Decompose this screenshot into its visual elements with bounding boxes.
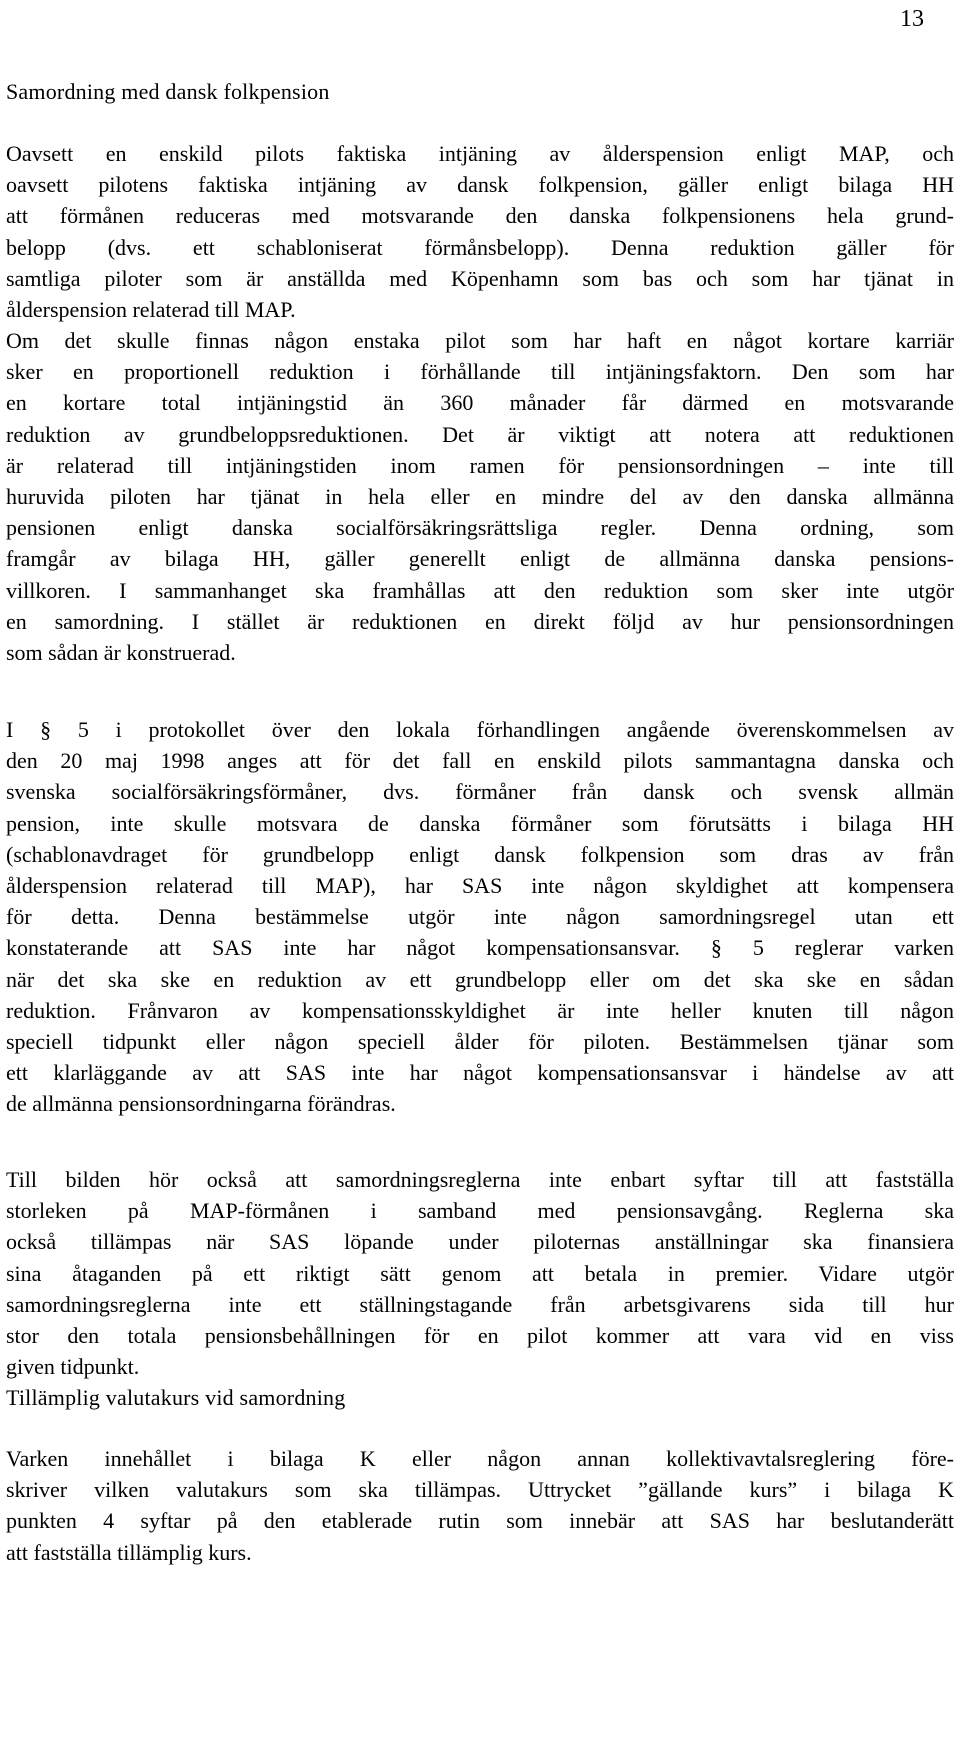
paragraph-line: Varken innehållet i bilaga K eller någon annan kollektivavtalsreglering före-	[6, 1446, 954, 1471]
paragraph-line: också tillämpas när SAS löpande under piloternas anställningar ska finansiera	[6, 1229, 954, 1255]
paragraph-line: belopp (dvs. ett schabloniserat förmånsbelopp). Denna reduktion gäller för	[6, 234, 954, 260]
paragraph-line: pensionen enligt danska socialförsäkringsrättsliga regler. Denna ordning, som	[6, 515, 954, 541]
paragraph-1	[6, 138, 954, 325]
paragraph-line: sker en proportionell reduktion i förhållande till intjäningsfaktorn. Den som har	[6, 359, 954, 385]
paragraph-line: stor den totala pensionsbehållningen för en pilot kommer att vara vid en viss	[6, 1323, 954, 1349]
paragraph-line: (schablonavdraget för grundbelopp enligt dansk folkpension som dras av från	[6, 841, 954, 867]
section-heading-folkpension: Samordning med dansk folkpension	[6, 79, 330, 104]
paragraph-line: Om det skulle finnas någon enstaka pilot som har haft en något kortare karriär	[6, 328, 954, 353]
section-heading-valutakurs: Tillämplig valutakurs vid samordning	[6, 1385, 346, 1410]
paragraph-line: huruvida piloten har tjänat in hela eller en mindre del av den danska allmänna	[6, 484, 954, 510]
paragraph-line: för detta. Denna bestämmelse utgör inte någon samordningsregel utan ett	[6, 904, 954, 930]
paragraph-line: I § 5 i protokollet över den lokala förhandlingen angående överenskommelsen av	[6, 717, 954, 742]
paragraph-line: svenska socialförsäkringsförmåner, dvs. förmåner från dansk och svensk allmän	[6, 779, 954, 805]
paragraph-line: ålderspension relaterad till MAP), har SAS inte någon skyldighet att kompensera	[6, 873, 954, 899]
paragraph-line: en samordning. I stället är reduktionen en direkt följd av hur pensionsordningen	[6, 608, 954, 634]
paragraph-line: som sådan är konstruerad.	[6, 640, 236, 666]
paragraph-line: reduktion av grundbeloppsreduktionen. Det är viktigt att notera att reduktionen	[6, 421, 954, 447]
paragraph-line: att förmånen reduceras med motsvarande den danska folkpensionens hela grund-	[6, 203, 954, 229]
paragraph-line: Oavsett en enskild pilots faktiska intjäning av ålderspension enligt MAP, och	[6, 141, 954, 166]
paragraph-4	[6, 1164, 954, 1382]
document-page	[6, 0, 954, 1741]
paragraph-2	[6, 325, 954, 668]
paragraph-line: reduktion. Frånvaron av kompensationsskyldighet är inte heller knuten till någon	[6, 997, 954, 1023]
paragraph-3	[6, 714, 954, 1120]
paragraph-line: är relaterad till intjäningstiden inom ramen för pensionsordningen – inte till	[6, 452, 954, 478]
paragraph-line: oavsett pilotens faktiska intjäning av dansk folkpension, gäller enligt bilaga HH	[6, 172, 954, 198]
paragraph-line: när det ska ske en reduktion av ett grundbelopp eller om det ska ske en sådan	[6, 966, 954, 992]
paragraph-line: storleken på MAP-förmånen i samband med pensionsavgång. Reglerna ska	[6, 1198, 954, 1224]
paragraph-line: samtliga piloter som är anställda med Köpenhamn som bas och som har tjänat in	[6, 265, 954, 291]
paragraph-line: ålderspension relaterad till MAP.	[6, 297, 296, 323]
paragraph-line: punkten 4 syftar på den etablerade rutin som innebär att SAS har beslutanderätt	[6, 1508, 954, 1534]
paragraph-line: samordningsreglerna inte ett ställningstagande från arbetsgivarens sida till hur	[6, 1291, 954, 1317]
paragraph-line: given tidpunkt.	[6, 1354, 140, 1380]
page-number: 13	[900, 6, 924, 32]
paragraph-line: de allmänna pensionsordningarna förändras.	[6, 1091, 396, 1117]
paragraph-line: konstaterande att SAS inte har något kompensationsansvar. § 5 reglerar varken	[6, 935, 954, 961]
paragraph-line: speciell tidpunkt eller någon speciell ålder för piloten. Bestämmelsen tjänar som	[6, 1029, 954, 1055]
paragraph-line: ett klarläggande av att SAS inte har något kompensationsansvar i händelse av att	[6, 1060, 954, 1086]
paragraph-line: skriver vilken valutakurs som ska tillämpas. Uttrycket ”gällande kurs” i bilaga K	[6, 1477, 954, 1503]
paragraph-line: den 20 maj 1998 anges att för det fall en enskild pilots sammantagna danska och	[6, 748, 954, 774]
paragraph-line: att fastställa tillämplig kurs.	[6, 1539, 252, 1565]
paragraph-line: villkoren. I sammanhanget ska framhållas att den reduktion som sker inte utgör	[6, 577, 954, 603]
paragraph-line: sina åtaganden på ett riktigt sätt genom att betala in premier. Vidare utgör	[6, 1260, 954, 1286]
paragraph-line: Till bilden hör också att samordningsreglerna inte enbart syftar till att fastställa	[6, 1167, 954, 1192]
paragraph-line: pension, inte skulle motsvara de danska förmåner som förutsätts i bilaga HH	[6, 810, 954, 836]
paragraph-5	[6, 1443, 954, 1568]
paragraph-line: en kortare total intjäningstid än 360 månader får därmed en motsvarande	[6, 390, 954, 416]
paragraph-line: framgår av bilaga HH, gäller generellt enligt de allmänna danska pensions-	[6, 546, 954, 572]
